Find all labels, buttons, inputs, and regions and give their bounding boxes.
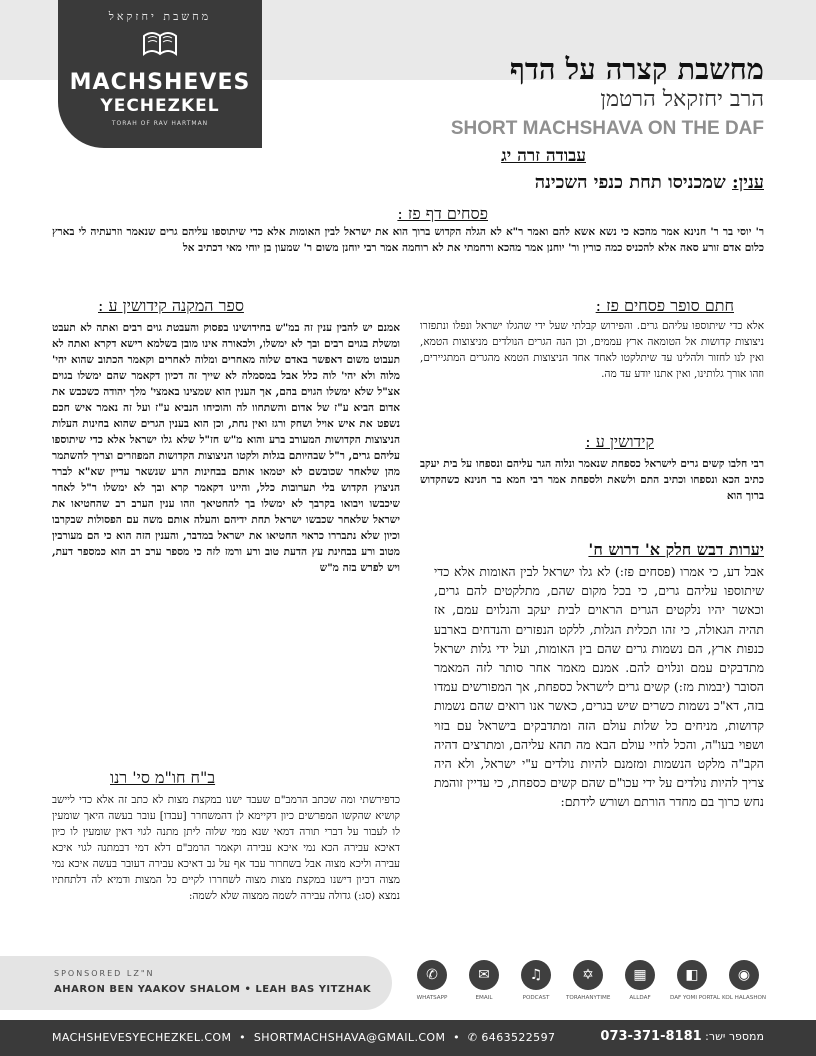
inyan-text: שמכניסו תחת כנפי השכינה <box>534 172 726 193</box>
phone-icon: ✆ <box>467 1031 478 1044</box>
bach-heading: ב"ח חו"מ סי' רנו <box>110 768 216 787</box>
website-link[interactable]: MACHSHEVESYECHEZKEL.COM <box>52 1031 232 1044</box>
email-link[interactable]: ✉ EMAIL <box>462 960 506 1001</box>
bach-text: כדפירשתי ומה שכתב הרמב"ם שעבד ישנו במקצת מצות לא כתב זה אלא כדי ליישב קושיא שהקשו המפרשים כיון דקיימא לן דהמשחרר [עבדו] עובר בעשה היאך שומעין לו לעבור על דברי תורה דמאי שנא ממי שלוה ליתן מתנה לגוי דאין שומעין לו כיון דאיכא עבירה הכא נמי איכא עבירה וקאמר הרמב"ם דלא דמי דבמתנה לגוי איכא עבירה וליכא מצוה אבל בשחרור עבד אף על גב דאיכא עבירה דעובר בעשה איכא נמי מצוה דכיון דישנו במקצת מצות מצוה לשחררו לקיים כל המצות ודמיא לה דלתחתיו נמצא (סג:) גדולה עבירה לשמה ממצוה שלא לשמה: <box>52 794 400 902</box>
english-title: SHORT MACHSHAVA ON THE DAF <box>450 118 764 139</box>
yaaros-heading: יערות דבש חלק א' דרוש ח' <box>588 540 764 559</box>
kolhalashon-link[interactable]: ◉ KOL HALASHON <box>722 960 766 1001</box>
sponsor-panel <box>0 956 392 1010</box>
phone-number[interactable]: 6463522597 <box>481 1031 556 1044</box>
kiddushin-heading: קידושין ע : <box>585 432 654 451</box>
sefer-hamakne-heading: ספר המקנה קידושין ע : <box>98 296 244 315</box>
sponsor-label: SPONSORED LZ"N <box>54 969 155 978</box>
kiddushin-text: רבי חלבו קשים גרים לישראל כספחת שנאמר ונלוה הגר עליהם ונספחו על בית יעקב כתיב הכא ונספחו וכתיב התם ולשאת ולספחת אמר רבי חמא בר חנינא כשהקדוש ברוך הוא <box>420 458 764 502</box>
kolhalashon-icon: ◉ <box>729 960 759 990</box>
torahanytime-icon: ✡ <box>573 960 603 990</box>
chasam-sofer-text: אלא כדי שיתוספו עליהם גרים. והפירוש קבלתי שעל ידי שהגלו ישראל ונפלו ונתפזרו ניצוצות קדושות אל הטומאה ארץ עממים, וכן הנה הגרים הנולדים מניצוצות הטמא, ואין לנו לחזור ולהלינו עד שיתלקטו לאחד אחד הניצוצות הטמא מהגרים המתגיירים, וזהו אורך גלותינו, ואין אתנו יודע עד מה. <box>420 320 764 380</box>
page-title: מחשבת קצרה על הדף <box>509 52 764 86</box>
podcast-icon: ♫ <box>521 960 551 990</box>
whatsapp-icon: ✆ <box>417 960 447 990</box>
contact-left: MACHSHEVESYECHEZKEL.COM • SHORTMACHSHAVA@GMAIL.COM • ✆ 6463522597 <box>52 1031 556 1044</box>
dafyomi-portal-icon: ◧ <box>677 960 707 990</box>
pesachim-heading: פסחים דף פז : <box>397 204 488 223</box>
platform-icons <box>410 960 780 1008</box>
dafyomi-portal-link[interactable]: ◧ DAF YOMI PORTAL <box>670 960 714 1001</box>
inyan-line <box>535 172 764 193</box>
contact-right <box>600 1029 764 1044</box>
inyan-label: ענין: <box>732 172 764 193</box>
open-book-icon <box>140 24 180 64</box>
yaaros-text: אבל דע, כי אמרו (פסחים פז:) לא גלו ישראל לבין האומות אלא כדי שיתוספו עליהם גרים, כי בכל מקום שהם, מתלקטים להם גרים, וכאשר יהיו נלקטים הגרים הראוים לבית יעקב והנלוים עמם, אז תהיה הגאולה, כי זהו תכלית הגלות, ללקט הנפזרים והנדחים בארבע כנפות ארץ, הם נשמות גרים שהם בין האומות, ועל ידי גלות ישראל מתדבקים עמם ונלוים להם. אמנם מאמר אחר סותר לזה המאמר הסובר (יבמות מז:) קשים גרים לישראל כספחת, אך המפורשים עמדו בזה, דא"כ נשמות כשרים שיש בגרים, כאשר אנו רואים שהם נשמות קדושות, מניחים כל שלות עולם הזה ומתדבקים בישראל עם בזוי ושפוי בעו"ה, והכל לחיי עולם הבא מה תהא עליהם, ומתרצים דהיה הקב"ה מלקט הנשמות ומזמנם להיות נולדים ע"י ישראל, ולא היה צריך להיות נולדים על ידי עכו"ם שהם קשים כספחת, כי עדיין זוהמת נחש כרוך בם מחדר הורתם ושורש לידתם: <box>434 564 764 810</box>
pesachim-text: ר' יוסי בר ר' חנינא אמר מהכא כי נשא אשא להם ואמר ר"א לא הגלה הקדוש ברוך הוא את ישראל לבין האומות אלא כדי שיתוספו עליהם גרים שנאמר וזרעתיה לי בארץ כלום אדם זורע סאה אלא להכניס כמה כורין ור' יוחנן אמר מהכא ורחמתי את לא רוחמה אמר רבי יוחנן משום ר' שמעון בן יוחי מאי דכתיב אל <box>52 226 764 254</box>
alldaf-link[interactable]: ▦ ALLDAF <box>618 960 662 1001</box>
chasam-sofer-heading: חתם סופר פסחים פז : <box>595 296 734 315</box>
sefer-hamakne-text: אמנם יש להבין ענין זה במ"ש בחידושינו בפסוק והעבטת גוים רבים ואתה לא תעבט ומשלת בגוים רבים ובך לא ימשלו, ולכאורה אינו מובן בשלמא רישא דקרא ואתה לא תעבוט משום דאפשר באדם שלוה מאחרים ומלוה לאחרים וקאמר הכתוב שהוא יהי' מלוה ולא יהי' לוה כלל אבל במסמלה לא שייך זה דכיון דקאמר שהם ימשלו בגוים אצ"ל שלא ימשלו הגוים בהם, אך הענין הוא שמצינו באמצי' מלך יהודה כשכבש את אדום הביא ע"ז של אדום והשתחוו לה והוכיחו הנביא ע"ז ועל זה נאמר איש חכם נשפט את איש אויל ושחק ורגז ואין נחת, וכן הוא בענין הגרים שהוא בחינות העלות הניצוצות הקדושות המעורב ברע והוא מ"ש חז"ל שלא גלו ישראל אלא כדי שיתוספו עליהם גרים, ר"ל שבהיותם בגלות ולקטו הניצוצות הקדושות המפוזרים וצריך להשתמר מהן שלאחר שכובשם לא יטמאו אותם בבחינות הרע שנשאר עדיין שא"א לברר הניצוץ הקדוש בלי תערובות כלל, והיינו דקאמר קרא ובך לא ימשלו ר"ל לאחר שיכבשו ויבואו בקרבך לא ימשלו בך להחטיאך וזהו ענין הערב רב שהחטיאו את ישראל שלאחר שכבשו ישראל תחת ידיהם והעלה אותם משה עם הפסולות שבקרבו וכיון שלא נתבררו כראוי החטיאו את ישראל במדבר, והענין הזה הוא כי הם מעורבין מטוב ורע בבחינת עץ הדעת טוב ורע ורמז לזה כי מספר ערב רב הוא כמספר דעת, ויש לפרש בזה מ"ש <box>52 322 400 574</box>
email-address-link[interactable]: SHORTMACHSHAVA@GMAIL.COM <box>253 1031 446 1044</box>
logo-tagline: TORAH OF RAV HARTMAN <box>111 120 209 127</box>
logo-hebrew: מחשבת יחזקאל <box>108 10 212 23</box>
israel-label: ממספר ישר: <box>705 1030 764 1043</box>
author-name: הרב יחזקאל הרטמן <box>600 87 764 112</box>
whatsapp-link[interactable]: ✆ WHATSAPP <box>410 960 454 1001</box>
contact-bar <box>0 1020 816 1056</box>
sponsor-names: AHARON BEN YAAKOV SHALOM • LEAH BAS YITZHAK <box>54 984 372 995</box>
alldaf-icon: ▦ <box>625 960 655 990</box>
israel-number[interactable]: 073-371-8181 <box>600 1029 702 1044</box>
logo <box>58 0 262 148</box>
torahanytime-link[interactable]: ✡ TORAHANYTIME <box>566 960 610 1001</box>
podcast-link[interactable]: ♫ PODCAST <box>514 960 558 1001</box>
masechet-title: עבודה זרה יג <box>501 146 586 166</box>
logo-line1: MACHSHEVES <box>69 70 251 95</box>
email-icon: ✉ <box>469 960 499 990</box>
logo-line2: YECHEZKEL <box>100 96 220 116</box>
